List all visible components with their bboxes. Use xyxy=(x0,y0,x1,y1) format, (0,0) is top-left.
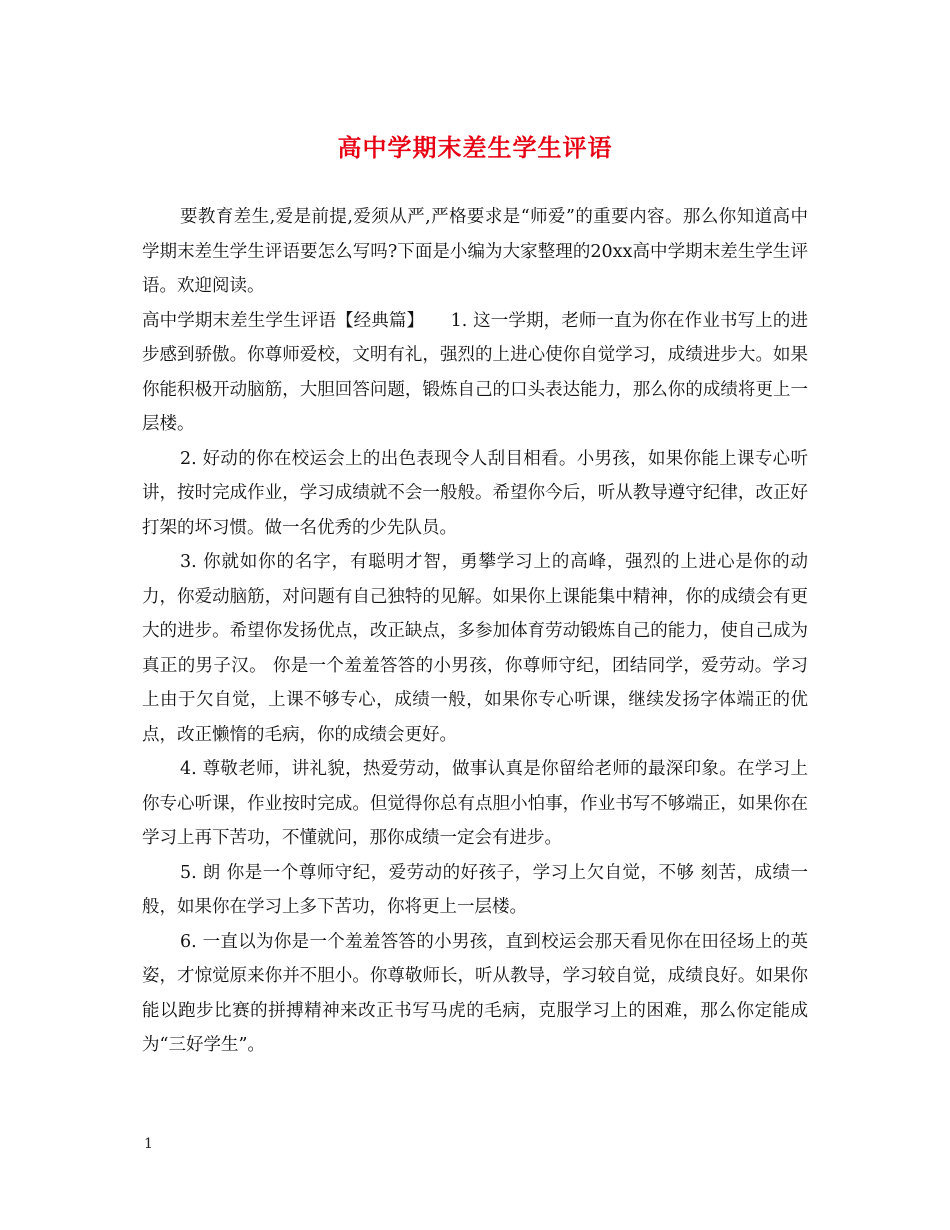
comment-paragraph-3: 3. 你就如你的名字，有聪明才智，勇攀学习上的高峰，强烈的上进心是你的动力，你爱动脑筋，对问题有自己独特的见解。如果你上课能集中精神，你的成绩会有更大的进步。希望你发扬优点，改正缺点，多参加体育劳动锻炼自己的能力，使自己成为真正的男子汉。 你是一个羞羞答答的小男孩，你尊师守纪，团结同学，爱劳动。学习上由于欠自觉，上课不够专心，成绩一般，如果你专心听课，继续发扬字体端正的优点，改正懒惰的毛病，你的成绩会更好。 xyxy=(142,552,808,745)
comment-paragraph-2: 2. 好动的你在校运会上的出色表现令人刮目相看。小男孩，如果你能上课专心听讲，按时完成作业，学习成绩就不会一般般。希望你今后，听从教导遵守纪律，改正好打架的坏习惯。做一名优秀的少先队员。 xyxy=(142,448,808,538)
document-body xyxy=(142,200,808,1063)
intro-paragraph: 要教育差生,爱是前提,爱须从严,严格要求是“师爱”的重要内容。那么你知道高中学期末差生学生评语要怎么写吗?下面是小编为大家整理的20xx高中学期末差生学生评语。欢迎阅读。 xyxy=(142,207,808,296)
page-number: 1 xyxy=(144,1136,153,1152)
comment-paragraph-6: 6. 一直以为你是一个羞羞答答的小男孩，直到校运会那天看见你在田径场上的英姿，才惊觉原来你并不胆小。你尊敬师长，听从教导，学习较自觉，成绩良好。如果你能以跑步比赛的拼搏精神来改正书写马虎的毛病，克服学习上的困难，那么你定能成为“三好学生”。 xyxy=(142,931,808,1055)
classic-section-paragraph: 高中学期末差生学生评语【经典篇】 1. 这一学期，老师一直为你在作业书写上的进步感到骄傲。你尊师爱校，文明有礼，强烈的上进心使你自觉学习，成绩进步大。如果你能积极开动脑筋，大胆回答问题，锻炼自己的口头表达能力，那么你的成绩将更上一层楼。 xyxy=(142,310,808,434)
comment-paragraph-5: 5. 朗 你是一个尊师守纪，爱劳动的好孩子，学习上欠自觉，不够 刻苦，成绩一般，如果你在学习上多下苦功，你将更上一层楼。 xyxy=(142,862,808,917)
comment-paragraph-4: 4. 尊敬老师，讲礼貌，热爱劳动，做事认真是你留给老师的最深印象。在学习上你专心听课，作业按时完成。但觉得你总有点胆小怕事，作业书写不够端正，如果你在学习上再下苦功，不懂就问，那你成绩一定会有进步。 xyxy=(142,759,808,848)
document-title: 高中学期末差生学生评语 xyxy=(337,133,613,162)
